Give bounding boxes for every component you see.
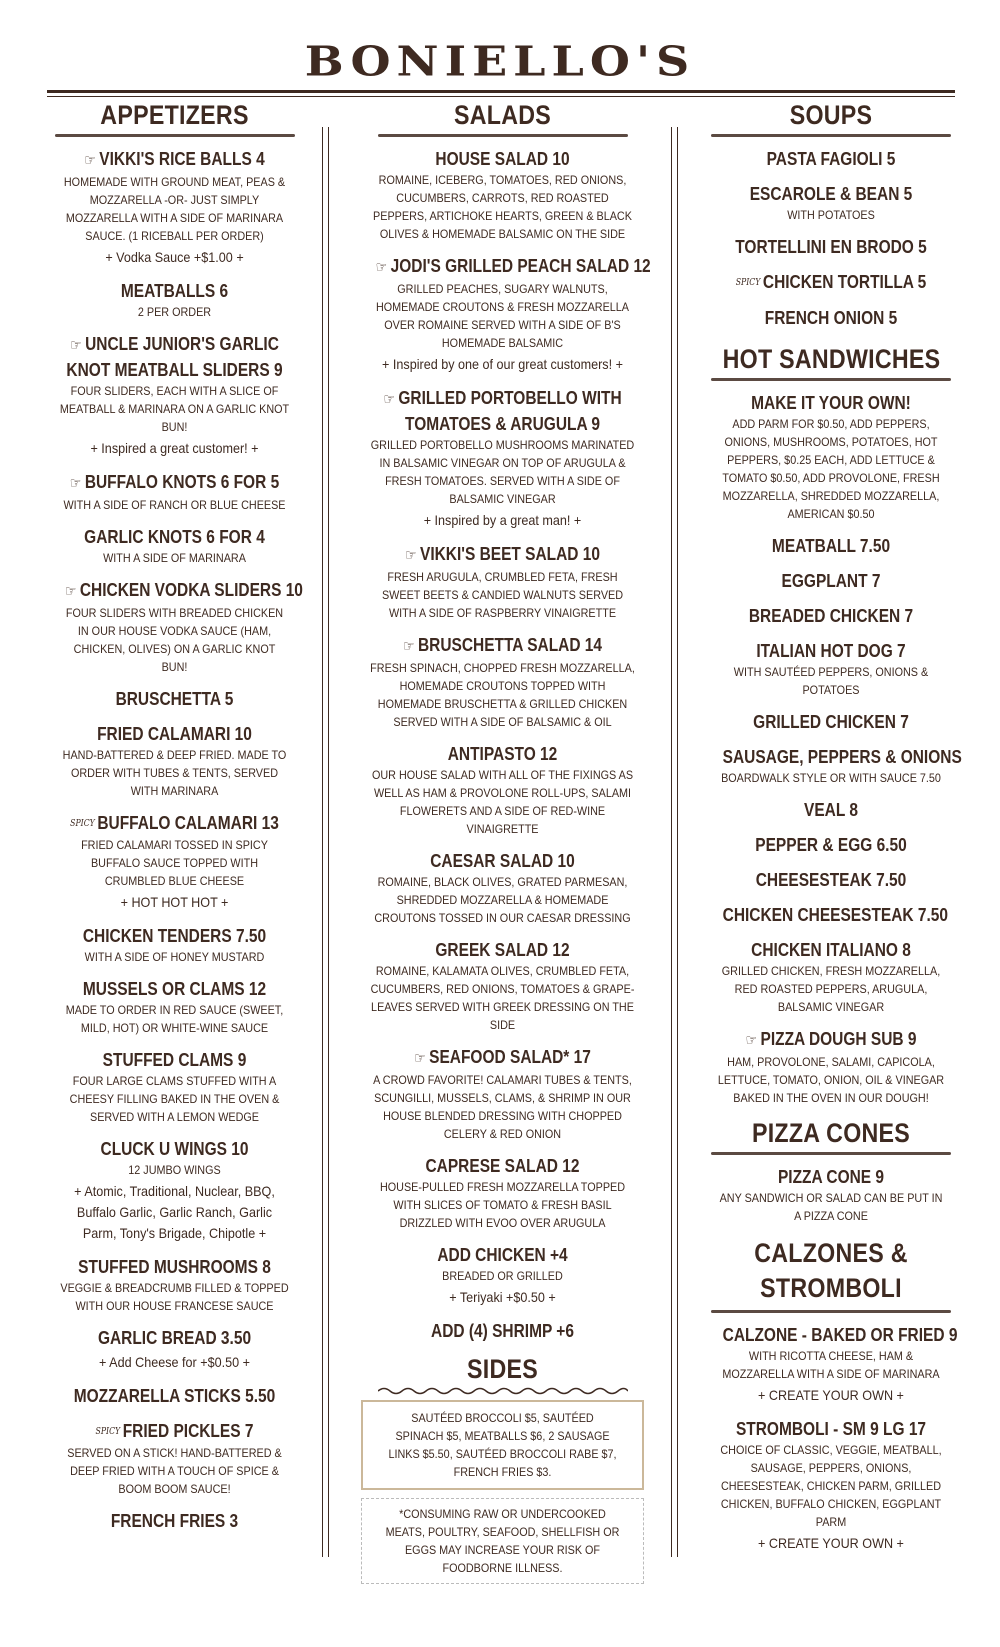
item-name: ANTIPASTO 12 — [447, 744, 558, 764]
menu-item — [47, 924, 302, 966]
menu-item — [705, 938, 957, 1016]
item-name: ADD CHICKEN +4 — [437, 1245, 568, 1265]
pointing-hand-icon: ☞ — [402, 638, 415, 655]
menu-item — [705, 745, 962, 787]
item-extra: + Inspired by a great man! + — [423, 512, 582, 528]
menu-item — [355, 1154, 650, 1232]
item-description: HAM, PROVOLONE, SALAMI, CAPICOLA, LETTUCE, TOMATO, ONION, OIL & VINEGAR BAKED IN THE OVEN IN OUR DOUGH! — [717, 1055, 945, 1105]
pointing-hand-icon: ☞ — [745, 1032, 758, 1049]
menu-item — [355, 849, 650, 927]
item-description: GRILLED PEACHES, SUGARY WALNUTS, HOMEMADE CROUTONS & FRESH MOZZARELLA OVER ROMAINE SERVED WITH A SIDE OF B'S HOMEMADE BALSAMIC — [375, 282, 630, 350]
menu-item — [47, 279, 302, 321]
notice-text: *CONSUMING RAW OR UNDERCOOKED MEATS, POULTRY, SEAFOOD, SHELLFISH OR EGGS MAY INCREASE YOUR RISK OF FOODBORNE ILLNESS. — [385, 1507, 620, 1575]
item-name: ADD (4) SHRIMP +6 — [431, 1321, 574, 1341]
item-extra: + Vodka Sauce +$1.00 + — [105, 249, 244, 265]
spicy-tag: SPICY — [95, 1427, 121, 1437]
appetizers-column — [47, 100, 302, 1544]
item-description: GRILLED PORTOBELLO MUSHROOMS MARINATED IN BALSAMIC VINEGAR ON TOP OF ARUGULA & FRESH TOMATOES. SERVED WITH A SIDE OF BALSAMIC VINEGAR — [370, 438, 635, 506]
item-description: ANY SANDWICH OR SALAD CAN BE PUT IN A PIZZA CONE — [719, 1191, 943, 1223]
menu-item — [355, 938, 650, 1034]
menu-item — [705, 147, 957, 171]
item-name: BUFFALO KNOTS 6 FOR 5 — [84, 472, 280, 492]
menu-item — [47, 147, 302, 268]
menu-item — [355, 742, 650, 838]
pointing-hand-icon: ☞ — [383, 391, 395, 408]
item-extra: + CREATE YOUR OWN + — [758, 1535, 904, 1551]
menu-item — [47, 332, 302, 459]
item-name: JODI'S GRILLED PEACH SALAD 12 — [390, 256, 651, 276]
menu-item — [47, 1509, 302, 1533]
heading-rule — [711, 1152, 951, 1155]
column-divider — [677, 127, 678, 1557]
pointing-hand-icon: ☞ — [69, 475, 82, 492]
column-divider — [322, 127, 323, 1557]
heading-rule — [711, 378, 951, 381]
item-description: ADD PARM FOR $0.50, ADD PEPPERS, ONIONS, MUSHROOMS, POTATOES, HOT PEPPERS, $0.25 EACH, ADD LETTUCE & TOMATO $0.50, ADD PROVOLONE, FRESH MOZZARELLA, SHREDDED MOZZARELLA, AMERICAN $0.50 — [722, 417, 940, 521]
item-name: VIKKI'S RICE BALLS 4 — [99, 149, 265, 169]
heading-rule — [711, 1310, 951, 1313]
item-name: BREADED CHICKEN 7 — [748, 606, 914, 626]
item-extra: + CREATE YOUR OWN + — [758, 1387, 904, 1403]
pointing-hand-icon: ☞ — [404, 547, 417, 564]
menu-item — [705, 569, 957, 593]
item-name: CLUCK U WINGS 10 — [100, 1139, 249, 1159]
item-name: BUFFALO CALAMARI 13 — [97, 813, 279, 833]
item-name: PASTA FAGIOLI 5 — [766, 149, 896, 169]
menu-item — [705, 391, 957, 523]
item-description: ROMAINE, ICEBERG, TOMATOES, RED ONIONS, CUCUMBERS, CARROTS, RED ROASTED PEPPERS, ARTICHOKE HEARTS, GREEN & BLACK OLIVES & HOMEMADE BALSAMIC ON THE SIDE — [373, 173, 632, 241]
item-name: PEPPER & EGG 6.50 — [755, 835, 907, 855]
item-extra: + Teriyaki +$0.50 + — [449, 1289, 556, 1305]
item-description: FRIED CALAMARI TOSSED IN SPICY BUFFALO SAUCE TOPPED WITH CRUMBLED BLUE CHEESE — [81, 838, 268, 888]
item-name: VIKKI'S BEET SALAD 10 — [419, 544, 601, 564]
item-name: ITALIAN HOT DOG 7 — [756, 641, 906, 661]
restaurant-name: BONIELLO'S — [304, 36, 696, 86]
section-heading-salads: SALADS — [453, 100, 552, 130]
item-description: OUR HOUSE SALAD WITH ALL OF THE FIXINGS AS WELL AS HAM & PROVOLONE ROLL-UPS, SALAMI FLOWERETS AND A SIDE OF RED-WINE VINAIGRETTE — [371, 768, 634, 836]
column-divider — [328, 127, 329, 1557]
menu-item — [355, 386, 650, 531]
item-name: MOZZARELLA STICKS 5.50 — [73, 1386, 276, 1406]
menu-title-wrap — [0, 34, 1000, 88]
item-description: FRESH ARUGULA, CRUMBLED FETA, FRESH SWEET BEETS & CANDIED WALNUTS SERVED WITH A SIDE OF RASPBERRY VINAIGRETTE — [381, 570, 624, 620]
item-name: HOUSE SALAD 10 — [435, 149, 570, 169]
menu-item — [47, 687, 302, 711]
item-description: FOUR SLIDERS, EACH WITH A SLICE OF MEATBALL & MARINARA ON A GARLIC KNOT BUN! — [59, 384, 290, 434]
pointing-hand-icon: ☞ — [84, 152, 96, 169]
sides-section — [355, 1354, 650, 1584]
item-name: CALZONE - BAKED OR FRIED 9 — [722, 1325, 958, 1345]
title-rule — [47, 90, 955, 93]
menu-item — [705, 903, 957, 927]
heading-rule — [711, 134, 951, 137]
menu-item — [705, 1027, 957, 1107]
item-name: CHICKEN TENDERS 7.50 — [82, 926, 267, 946]
item-name: PIZZA CONE 9 — [777, 1167, 885, 1187]
menu-item — [705, 1417, 957, 1554]
item-description: BOARDWALK STYLE OR WITH SAUCE 7.50 — [721, 771, 941, 785]
menu-item — [355, 254, 650, 375]
heading-rule — [378, 134, 628, 137]
menu-item — [355, 633, 650, 731]
menu-item — [705, 270, 957, 295]
spicy-tag: SPICY — [70, 819, 95, 829]
item-description: CHOICE OF CLASSIC, VEGGIE, MEATBALL, SAUSAGE, PEPPERS, ONIONS, CHEESESTEAK, CHICKEN PARM, GRILLED CHICKEN, BUFFALO CHICKEN, EGGPLANT PARM — [720, 1443, 942, 1529]
item-extra: + Add Cheese for +$0.50 + — [99, 1354, 250, 1370]
menu-item — [705, 710, 957, 734]
right-column — [705, 100, 962, 1565]
item-description: SERVED ON A STICK! HAND-BATTERED & DEEP FRIED WITH A TOUCH OF SPICE & BOOM BOOM SAUCE! — [67, 1446, 282, 1496]
item-description: WITH POTATOES — [787, 208, 875, 222]
item-name: CHICKEN VODKA SLIDERS 10 — [79, 580, 303, 600]
item-name: EGGPLANT 7 — [781, 571, 881, 591]
item-description: 2 PER ORDER — [137, 305, 212, 319]
menu-item — [705, 306, 957, 330]
item-name: STROMBOLI - SM 9 LG 17 — [735, 1419, 927, 1439]
item-name: CHEESESTEAK 7.50 — [755, 870, 907, 890]
pointing-hand-icon: ☞ — [375, 259, 388, 276]
menu-item — [705, 833, 957, 857]
menu-item — [47, 525, 302, 567]
item-name: PIZZA DOUGH SUB 9 — [760, 1029, 917, 1049]
menu-item — [355, 542, 650, 622]
item-name: MEATBALL 7.50 — [771, 536, 891, 556]
menu-item — [47, 470, 302, 514]
item-description: ROMAINE, KALAMATA OLIVES, CRUMBLED FETA, CUCUMBERS, RED ONIONS, TOMATOES & GRAPE-LEAVES SERVED WITH GREEK DRESSING ON THE SIDE — [370, 964, 635, 1032]
item-name: STUFFED MUSHROOMS 8 — [78, 1257, 271, 1277]
menu-item — [47, 1326, 302, 1373]
item-description: BREADED OR GRILLED — [442, 1269, 563, 1283]
pointing-hand-icon: ☞ — [414, 1050, 426, 1067]
menu-item — [47, 578, 302, 676]
item-name: CHICKEN CHEESESTEAK 7.50 — [722, 905, 949, 925]
item-name: GARLIC BREAD 3.50 — [97, 1328, 252, 1348]
item-name: UNCLE JUNIOR'S GARLIC KNOT MEATBALL SLIDERS 9 — [66, 334, 283, 380]
item-description: FOUR SLIDERS WITH BREADED CHICKEN IN OUR HOUSE VODKA SAUCE (HAM, CHICKEN, OLIVES) ON A GARLIC KNOT BUN! — [65, 606, 284, 674]
menu-item — [47, 1419, 302, 1498]
menu-item — [47, 722, 302, 800]
item-name: FRENCH ONION 5 — [764, 308, 898, 328]
item-name: MUSSELS OR CLAMS 12 — [82, 979, 267, 999]
menu-item — [705, 604, 957, 628]
item-extra: + Inspired a great customer! + — [90, 440, 259, 456]
menu-item — [47, 1137, 302, 1244]
section-heading-soups: SOUPS — [789, 100, 873, 130]
item-description: HAND-BATTERED & DEEP FRIED. MADE TO ORDER WITH TUBES & TENTS, SERVED WITH MARINARA — [62, 748, 287, 798]
menu-item — [705, 534, 957, 558]
menu-item — [705, 639, 957, 699]
item-name: STUFFED CLAMS 9 — [102, 1050, 247, 1070]
section-heading-calzones: CALZONES & STROMBOLI — [754, 1238, 908, 1303]
foodborne-notice — [361, 1498, 644, 1584]
menu-item — [705, 1323, 957, 1406]
salads-column — [355, 100, 650, 1584]
menu-item — [705, 182, 957, 224]
item-description: MADE TO ORDER IN RED SAUCE (SWEET, MILD, HOT) OR WHITE-WINE SAUCE — [65, 1003, 284, 1035]
item-name: GREEK SALAD 12 — [435, 940, 570, 960]
menu-item — [47, 1384, 302, 1408]
item-description: WITH A SIDE OF MARINARA — [103, 551, 246, 565]
item-name: VEAL 8 — [804, 800, 858, 820]
item-description: FOUR LARGE CLAMS STUFFED WITH A CHEESY FILLING BAKED IN THE OVEN & SERVED WITH A LEMON WEDGE — [69, 1074, 280, 1124]
item-description: WITH RICOTTA CHEESE, HAM & MOZZARELLA WITH A SIDE OF MARINARA — [722, 1349, 940, 1381]
menu-item — [47, 1048, 302, 1126]
menu-item — [705, 798, 957, 822]
sides-list: SAUTÉED BROCCOLI $5, SAUTÉED SPINACH $5, MEATBALLS $6, 2 SAUSAGE LINKS $5.50, SAUTÉED BROCCOLI RABE $7, FRENCH FRIES $3. — [388, 1411, 617, 1479]
item-name: MEATBALLS 6 — [120, 281, 229, 301]
menu-item — [47, 1255, 302, 1315]
item-name: ESCAROLE & BEAN 5 — [749, 184, 913, 204]
menu-item — [355, 147, 650, 243]
item-description: ROMAINE, BLACK OLIVES, GRATED PARMESAN, SHREDDED MOZZARELLA & HOMEMADE CROUTONS TOSSED IN OUR CAESAR DRESSING — [374, 875, 631, 925]
item-name: GRILLED PORTOBELLO WITH TOMATOES & ARUGULA 9 — [398, 388, 622, 434]
item-name: BRUSCHETTA SALAD 14 — [417, 635, 603, 655]
item-name: CAESAR SALAD 10 — [430, 851, 575, 871]
item-description: HOUSE-PULLED FRESH MOZZARELLA TOPPED WITH SLICES OF TOMATO & FRESH BASIL DRIZZLED WITH EVOO OVER ARUGULA — [379, 1180, 626, 1230]
item-description: A CROWD FAVORITE! CALAMARI TUBES & TENTS, SCUNGILLI, MUSSELS, CLAMS, & SHRIMP IN OUR HOUSE BLENDED DRESSING WITH CHOPPED CELERY & RED ONION — [373, 1073, 632, 1141]
item-description: HOMEMADE WITH GROUND MEAT, PEAS & MOZZARELLA -OR- JUST SIMPLY MOZZARELLA WITH A SIDE OF MARINARA SAUCE. (1 RICEBALL PER ORDER) — [63, 175, 286, 243]
item-name: SEAFOOD SALAD* 17 — [429, 1047, 591, 1067]
item-description: WITH SAUTÉED PEPPERS, ONIONS & POTATOES — [733, 665, 929, 697]
item-description: 12 JUMBO WINGS — [128, 1163, 221, 1177]
item-name: FRENCH FRIES 3 — [110, 1511, 239, 1531]
item-name: TORTELLINI EN BRODO 5 — [735, 237, 927, 257]
item-description: FRESH SPINACH, CHOPPED FRESH MOZZARELLA, HOMEMADE CROUTONS TOPPED WITH HOMEMADE BRUSCHETTA & GRILLED CHICKEN SERVED WITH A SIDE OF BALSAMIC & OIL — [370, 661, 635, 729]
pointing-hand-icon: ☞ — [70, 337, 82, 354]
pointing-hand-icon: ☞ — [64, 583, 77, 600]
column-divider — [671, 127, 672, 1557]
item-description: WITH A SIDE OF HONEY MUSTARD — [84, 950, 265, 964]
item-description: WITH A SIDE OF RANCH OR BLUE CHEESE — [63, 498, 286, 512]
item-name: FRIED PICKLES 7 — [122, 1421, 254, 1441]
menu-item — [705, 1165, 957, 1225]
section-heading-pizza-cones: PIZZA CONES — [751, 1118, 911, 1148]
heading-rule — [55, 134, 295, 137]
item-extra: + Atomic, Traditional, Nuclear, BBQ, Buffalo Garlic, Garlic Ranch, Garlic Parm, Tony's Brigade, Chipotle + — [74, 1183, 275, 1241]
section-heading-hot-sandwiches: HOT SANDWICHES — [722, 344, 941, 374]
item-name: GRILLED CHICKEN 7 — [753, 712, 909, 732]
menu-item — [47, 977, 302, 1037]
item-name: BRUSCHETTA 5 — [115, 689, 234, 709]
spicy-tag: SPICY — [735, 278, 761, 288]
item-name: SAUSAGE, PEPPERS & ONIONS — [722, 747, 962, 767]
menu-item — [705, 868, 957, 892]
sides-box — [361, 1400, 644, 1490]
item-extra: + HOT HOT HOT + — [120, 894, 229, 910]
wave-divider — [378, 1386, 628, 1396]
section-heading-sides: SIDES — [467, 1354, 538, 1384]
menu-item — [355, 1319, 650, 1343]
menu-item — [355, 1045, 650, 1143]
item-description: GRILLED CHICKEN, FRESH MOZZARELLA, RED ROASTED PEPPERS, ARUGULA, BALSAMIC VINEGAR — [721, 964, 941, 1014]
item-description: VEGGIE & BREADCRUMB FILLED & TOPPED WITH OUR HOUSE FRANCESE SAUCE — [60, 1281, 289, 1313]
title-rule-thin — [47, 96, 955, 97]
item-name: CHICKEN ITALIANO 8 — [751, 940, 911, 960]
section-heading-appetizers: APPETIZERS — [100, 100, 249, 130]
item-extra: + Inspired by one of our great customers! + — [382, 356, 623, 372]
menu-item — [355, 1243, 650, 1308]
item-name: CHICKEN TORTILLA 5 — [762, 272, 927, 292]
item-name: CAPRESE SALAD 12 — [425, 1156, 580, 1176]
item-name: MAKE IT YOUR OWN! — [751, 393, 911, 413]
item-name: GARLIC KNOTS 6 FOR 4 — [84, 527, 265, 547]
menu-item — [47, 811, 302, 913]
item-name: FRIED CALAMARI 10 — [97, 724, 252, 744]
menu-item — [705, 235, 957, 259]
